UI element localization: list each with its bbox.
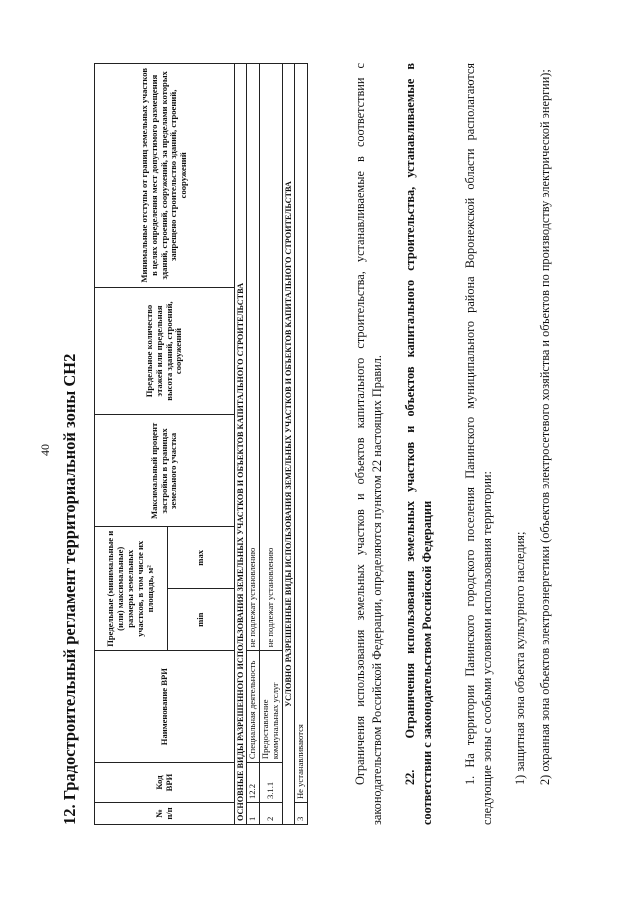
page-title: 12. Градостроительный регламент территориальной зоны СН2	[60, 353, 79, 825]
header-num: № п/п	[95, 803, 235, 825]
list-item-1: 1) защитная зона объекта культурного наследия;	[513, 531, 527, 785]
row-num: 1	[247, 803, 260, 825]
row-num: 3	[295, 803, 308, 825]
paragraph-restrictions: Ограничения использования земельных участков и объектов капитального строительства, устанавливаемые в соответствии с законодательством Российской Федерации, определяются пунктом 22 настоящих Правил.	[353, 63, 384, 825]
header-setbacks: Минимальные отступы от границ земельных участков в целях определения мест допустимого размещения зданий, строений, сооружений, за пределами которых запрещено строительство зданий, строений, сооружений	[95, 64, 235, 288]
table-header-row	[95, 64, 168, 825]
header-sizes: Предельные (минимальные и (или) максимальные) размеры земельных участков, в том числе их площадь, м²	[95, 527, 168, 651]
heading-text: Ограничения использования земельных участков и объектов капитального строительства, устанавливаемые в соответствии с законодательством Российской Федерации	[403, 63, 434, 825]
list-item-2: 2) охранная зона объектов электроэнергетики (объектов электросетевого хозяйства и объектов по производству электрической энергии);	[538, 69, 552, 785]
section-heading-22	[402, 63, 436, 825]
header-floors: Предельное количество этажей или предельная высота зданий, строений, сооружений	[95, 287, 235, 415]
row-value: не подлежат установлению	[247, 64, 260, 651]
heading-number: 22.	[403, 769, 417, 785]
header-name: Наименование ВРИ	[95, 651, 235, 763]
row-code: 3.1.1	[260, 763, 283, 803]
row-name: Специальная деятельность	[247, 651, 260, 763]
section-row-main	[235, 64, 247, 825]
section-row-conditional	[283, 64, 295, 825]
table-row	[247, 64, 260, 825]
header-max: max	[168, 527, 235, 589]
regulation-table	[94, 63, 308, 825]
row-name: Предоставление коммунальных услуг	[260, 651, 283, 763]
row-num: 2	[260, 803, 283, 825]
table-row	[295, 64, 308, 825]
section-conditional: УСЛОВНО РАЗРЕШЕННЫЕ ВИДЫ ИСПОЛЬЗОВАНИЯ ЗЕМЕЛЬНЫХ УЧАСТКОВ И ОБЪЕКТОВ КАПИТАЛЬНОГО СТРОИТЕЛЬСТВА	[283, 64, 295, 825]
section-main: ОСНОВНЫЕ ВИДЫ РАЗРЕШЕННОГО ИСПОЛЬЗОВАНИЯ ЗЕМЕЛЬНЫХ УЧАСТКОВ И ОБЪЕКТОВ КАПИТАЛЬНОГО СТРОИТЕЛЬСТВА	[235, 64, 247, 825]
page-number: 40	[38, 444, 52, 456]
paragraph-zones-intro: 1. На территории Панинского городского поселения Панинского муниципального района Воронежской области располагаются следующие зоны с особыми условиями использования территории:	[463, 63, 494, 825]
row-code: 12.2	[247, 763, 260, 803]
row-value: не подлежат установлению	[260, 64, 283, 651]
header-code: Код ВРИ	[95, 763, 235, 803]
table-row	[260, 64, 283, 825]
row-text: Не устанавливаются	[295, 64, 308, 803]
header-percent: Максимальный процент застройки в границах земельного участка	[95, 415, 235, 527]
header-min: min	[168, 589, 235, 651]
